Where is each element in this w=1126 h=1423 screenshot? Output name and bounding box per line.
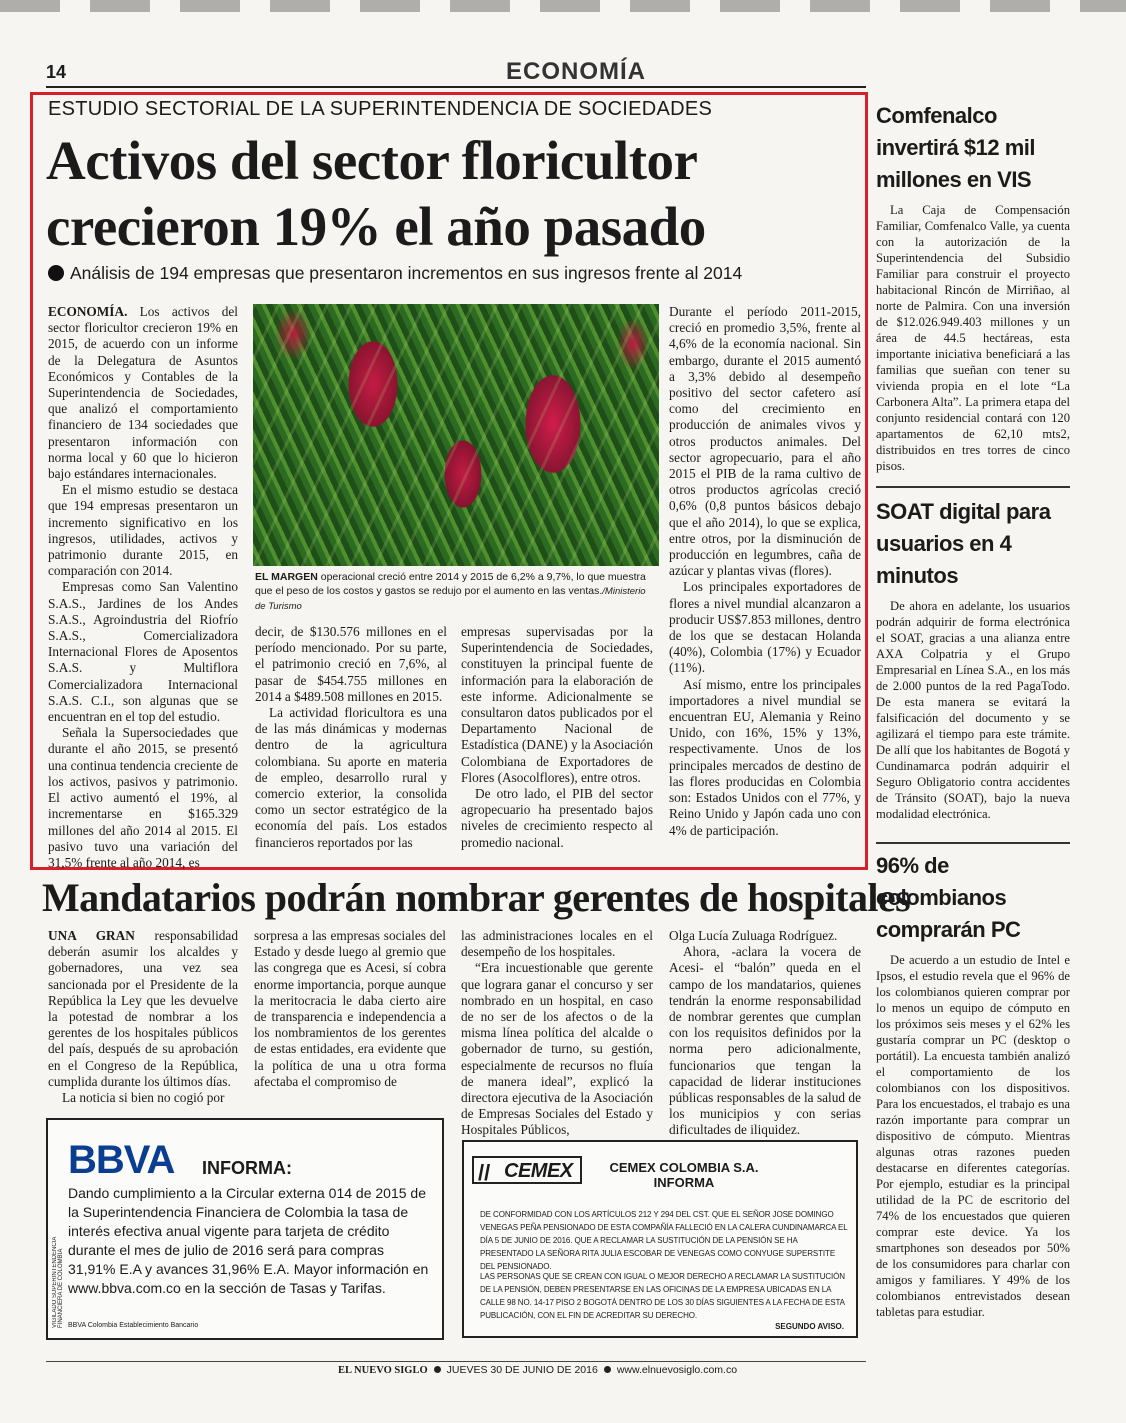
story-paragraph: De otro lado, el PIB del sector agropecuario ha presentado bajos niveles de crecimiento respecto al promedio nacional. — [461, 786, 653, 850]
story-deck — [48, 263, 742, 284]
story-kicker: ESTUDIO SECTORIAL DE LA SUPERINTENDENCIA DE SOCIEDADES — [48, 98, 713, 120]
second-column-3 — [461, 928, 653, 1139]
headline-line-2: crecieron 19% el año pasado — [46, 196, 706, 257]
cemex-title-line-1: CEMEX COLOMBIA S.A. — [609, 1160, 759, 1175]
second-story-headline: Mandatarios podrán nombrar gerentes de hospitales — [42, 875, 911, 920]
story-paragraph: Durante el período 2011-2015, creció en promedio 3,5%, frente al 4,6% de la economía nacional. Sin embargo, durante el 2015 aumentó a 3,3% debido al desempeño positivo del sector cafetero así como del crecimiento en producción de animales vivos y otros productos animales. Del sector agropecuario, para el año 2015 el PIB de la rama cultivo de otros productos agrícolas creció 0,6% (0,8 puntos básicos debajo que el año 2014), lo que se explica, entre otros, por la disminución de producción en legumbres, caña de azúcar y plantas vivas (flores). — [669, 304, 861, 579]
story-paragraph: las administraciones locales en el desempeño de los hospitales. — [461, 928, 653, 960]
bullet-icon — [48, 265, 64, 281]
story-paragraph: La noticia si bien no cogió por — [62, 1090, 225, 1106]
sidebar-story-title: Comfenalco invertirá $12 mil millones en VIS — [876, 103, 1036, 192]
story-headline — [46, 128, 856, 260]
header-rule — [46, 86, 866, 88]
bullet-icon — [604, 1366, 611, 1373]
footer-paper-name: EL NUEVO SIGLO — [338, 1365, 428, 1376]
story-paragraph: Olga Lucía Zuluaga Rodríguez. — [669, 928, 838, 943]
deck-text: Análisis de 194 empresas que presentaron incrementos en sus ingresos frente al 2014 — [70, 263, 743, 283]
story-paragraph: “Era incuestionable que gerente que lograra ganar el concurso y ser nombrado en un hospital, en caso de no ser de los afectos o de la misma línea política del alcalde o gobernador de turno, su gestión, especialmente de recursos no fluía de manera ideal”, explicó la directora ejecutiva de la Asociación de Empresas Sociales del Estado y Hospitales Públicos, — [461, 960, 653, 1138]
caption-text: operacional creció entre 2014 y 2015 de 6,2% a 9,7%, lo que muestra que el peso de los costos y gastos se redujo por el aumento en las ventas. — [255, 571, 646, 597]
cemex-paragraph-1: DE CONFORMIDAD CON LOS ARTÍCULOS 212 Y 294 DEL CST. QUE EL SEÑOR JOSE DOMINGO VENEGAS PEÑA PENSIONADO DE ESTA COMPAÑÍA FALLECIÓ EN LA CALERA CUNDINAMARCA EL DÍA 5 DE JUNIO DE 2016. QUE A RECLAMAR LA SUSTITUCIÓN DE LA PENSIÓN SE HA PRESENTADO LA SEÑORA RITA JULIA ESCOBAR DE VENEGAS COMO CONYUGE SUPERSTITE DEL PENSIONADO. — [480, 1210, 848, 1271]
story-lead: UNA GRAN — [48, 928, 135, 943]
bbva-informa: INFORMA: — [202, 1158, 292, 1178]
sidebar-divider — [876, 486, 1070, 488]
story-paragraph: empresas supervisadas por la Superintendencia de Sociedades, constituyen la principal fuente de información para la elaboración de este informe. Adicionalmente se consultaron datos publicados por el Departamento Nacional de Estadística (DANE) y la Asociación Colombiana de Exportadores de Flores (Asocolflores), entre otros. — [461, 624, 654, 785]
story-paragraph — [48, 928, 238, 1090]
second-column-2 — [254, 928, 446, 1090]
caption-lead: EL MARGEN — [255, 571, 318, 583]
cemex-logo-box — [472, 1156, 582, 1184]
story-column-2 — [255, 624, 447, 851]
story-paragraph: En el mismo estudio se destaca que 194 empresas presentaron un incremento significativo en los ingresos, utilidades, activos y patrimonio durante 2015, en comparación con 2014. — [48, 482, 238, 579]
bbva-notice-text: Dando cumplimiento a la Circular externa 014 de 2015 de la Superintendencia Financiera de Colombia la tasa de interés efectiva anual vigente para tarjeta de crédito durante el mes de julio de 2016 será para compras 31,91% E.A y avances 31,96% E.A. Mayor información en www.bbva.com.co en la sección de Tasas y Tarifas. — [68, 1185, 429, 1296]
story-column-4 — [669, 304, 861, 839]
footer-url[interactable]: www.elnuevosiglo.com.co — [616, 1364, 738, 1376]
caption-credit: /Ministerio de Turismo — [255, 586, 646, 612]
bbva-logo: BBVA — [68, 1138, 175, 1182]
sidebar-paragraph: La Caja de Compensación Familiar, Comfenalco Valle, ya cuenta con la autorización de la Superintendencia del Subsidio Familiar para construir el proyecto habitacional Rincón de Mirriñao, al norte de Palmira. Con una inversión de $12.026.949.403 millones y un área de 44.5 hectáreas, esta importante iniciativa beneficiará a las familias que sueñan con tener su vivienda propia en el lote “La Carbonera Alta”. La primera etapa del conjunto residencial contará con 120 apartamentos de 62,10 mts2, distribuidos en tres torres de cinco pisos. — [876, 203, 1070, 473]
bbva-footnote: BBVA Colombia Establecimiento Bancario — [68, 1322, 199, 1329]
story-paragraph: Empresas como San Valentino S.A.S., Jardines de los Andes S.A.S., Agroindustria del Riofrío S.A.S., Comercializadora Internacional Flores de Aposentos S.A.S. y Multiflora Comercializadora Internacional S.A.S. C.I., son algunas que se encuentran en el top del estudio. — [48, 579, 238, 725]
sidebar-paragraph: De acuerdo a un estudio de Intel e Ipsos, el estudio revela que el 96% de los colombianos quieren comprar por lo menos un equipo de cómputo en los próximos seis meses y el 62% les gustaría comprar un PC (desktop o portátil). La encuesta también analizó el comportamiento de los colombianos con los dispositivos. Para los encuestados, el trabajo es una razón importante para comprar un dispositivo de cómputo. Mientras algunas otras razones pueden destacarse en diferentes categorías. Por ejemplo, estudiar es la principal utilidad de la PC de escritorio del 74% de los encuestados que quieren comprar este device. Ya los smartphones son deseados por 50% de los consumidores para charlar con amigos y familiares. Y 49% de los colombianos entrevistados desean tabletas para estudiar. — [876, 953, 1070, 1319]
second-column-1 — [48, 928, 238, 1106]
cemex-logo: CEMEX — [504, 1160, 573, 1182]
story-paragraph: La actividad floricultora es una de las más dinámicas y modernas dentro de la agricultura colombiana. Su aporte en materia de empleo, desarrollo rural y comercio exterior, la consolida como un sector estratégico de la economía del país. Los estados financieros reportados por las — [255, 705, 447, 850]
cemex-paragraph-2: LAS PERSONAS QUE SE CREAN CON IGUAL O MEJOR DERECHO A RECLAMAR LA SUSTITUCIÓN DE LA PENSIÓN, DEBEN PRESENTARSE EN LAS OFICINAS DE LA EMPRESA UBICADAS EN LA CALLE 98 NO. 14-17 PISO 2 BOGOTÁ DENTRO DE LOS 30 DÍAS SIGUIENTES A LA FECHA DE ESTA PUBLICACIÓN, CON EL FIN DE ACREDITAR SU DERECHO. — [480, 1272, 845, 1320]
story-column-3 — [461, 624, 653, 851]
cemex-title-line-2: INFORMA — [653, 1175, 715, 1190]
story-paragraph: ECONOMÍA. Los activos del sector floricultor crecieron 19% en 2015, de acuerdo con un informe de la Delegatura de Asuntos Económicos y Contables de la Superintendencia de Sociedades, que analizó el comportamiento financiero de 134 sociedades que presentaron información con norma local y 60 que lo hicieron bajo estándares internacionales. — [48, 304, 238, 482]
bbva-ad — [46, 1118, 444, 1340]
story-paragraph: Así mismo, entre los principales importadores a nivel mundial se encuentran EU, Alemania y Reino Unido, con 16%, 15% y 13%, respectivamente. Unos de los principales mercados de destino de las flores producidas en Colombia son: Estados Unidos con el 77%, y Reino Unido y Japón cada uno con 4% de participación. — [669, 676, 861, 838]
sidebar-story-title: 96% de colombianos comprarán PC — [876, 853, 1021, 942]
sidebar-divider — [876, 842, 1070, 844]
flowers-photo — [253, 304, 659, 566]
footer — [338, 1364, 737, 1376]
footer-date: JUEVES 30 DE JUNIO DE 2016 — [446, 1364, 598, 1376]
story-paragraph: Los principales exportadores de flores a nivel mundial alcanzaron a producir US$7.853 millones, dentro de los que se destacan Holanda (40%), Colombia (17%) y Ecuador (11%). — [669, 579, 861, 676]
story-text: responsabilidad deberán asumir los alcaldes y gobernadores, una vez sea sancionada por el Presidente de la República la Ley que les devuelve la potestad de nombrar a los gerentes de los hospitales públicos del país, después de su aprobación en el Congreso de la República, cumplida durante los últimos días. — [48, 928, 238, 1089]
story-paragraph: sorpresa a las empresas sociales del Estado y desde luego al gremio que las congrega que es Acesi, sí cobra enorme importancia, porque aunque la meritocracia le daba cierto aire de transparencia e independencia a los nombramientos de los gerentes de estas entidades, era evidente que la política de una u otra forma afectaba el compromiso de — [254, 928, 446, 1089]
second-column-4 — [669, 928, 861, 1139]
sidebar-story-body — [876, 952, 1070, 1320]
section-title: ECONOMÍA — [506, 58, 646, 85]
top-edge-strip — [0, 0, 1126, 12]
sidebar-column — [876, 100, 1070, 1320]
photo-caption — [255, 570, 657, 614]
headline-line-1: Activos del sector floricultor — [46, 130, 698, 191]
sidebar-story-title: SOAT digital para usuarios en 4 minutos — [876, 499, 1051, 588]
cemex-aviso: SEGUNDO AVISO. — [775, 1322, 844, 1331]
story-lead: ECONOMÍA. — [48, 304, 128, 319]
bullet-icon — [434, 1366, 441, 1373]
cemex-ad — [462, 1140, 858, 1338]
cemex-slash-icon: // — [478, 1160, 491, 1185]
sidebar-story-body — [876, 202, 1070, 474]
story-column-1 — [48, 304, 238, 871]
page-number: 14 — [46, 62, 67, 82]
sidebar-story-body — [876, 598, 1070, 822]
sidebar-paragraph: De ahora en adelante, los usuarios podrán adquirir de forma electrónica el SOAT, gracias a una alianza entre AXA Colpatria y el Grupo Empresarial en Línea S.A., en los más de 2.000 puntos de la red PagaTodo. De esta manera se evitará la falsificación del documento y se agilizará el tiempo para este trámite. De allí que los habitantes de Bogotá y Cundinamarca podrán adquirir el Seguro Obligatorio contra accidentes de Tránsito (SOAT), bajo la nueva modalidad electrónica. — [876, 599, 1070, 821]
story-paragraph: Ahora, -aclara la vocera de Acesi- el “balón” queda en el campo de los mandatarios, quienes tendrán la enorme responsabilidad de nombrar gerentes que cumplan con los requisitos definidos por la norma pero adicionalmente, funcionarios que tengan la capacidad de liderar instituciones públicas responsables de la salud de los municipios y con serias dificultades de iliquidez. — [669, 944, 861, 1138]
cemex-title — [584, 1160, 784, 1190]
footer-rule — [46, 1361, 866, 1362]
vigilado-label: VIGILADO SUPERINTENDENCIA FINANCIERA DE COLOMBIA — [52, 1236, 64, 1328]
story-paragraph: Señala la Supersociedades que durante el año 2015, se presentó una continua tendencia creciente de los activos, pasivos y patrimonio. El activo aumentó el 19%, al incrementarse en $165.329 millones del año 2014 al 2015. El pasivo tuvo una variación del 31,5% frente al año 2014, es — [48, 725, 238, 870]
story-paragraph: decir, de $130.576 millones en el período mencionado. Por su parte, el patrimonio creció en 7,6%, al pasar de $454.755 millones en 2014 a $489.508 millones en 2015. — [255, 624, 447, 704]
